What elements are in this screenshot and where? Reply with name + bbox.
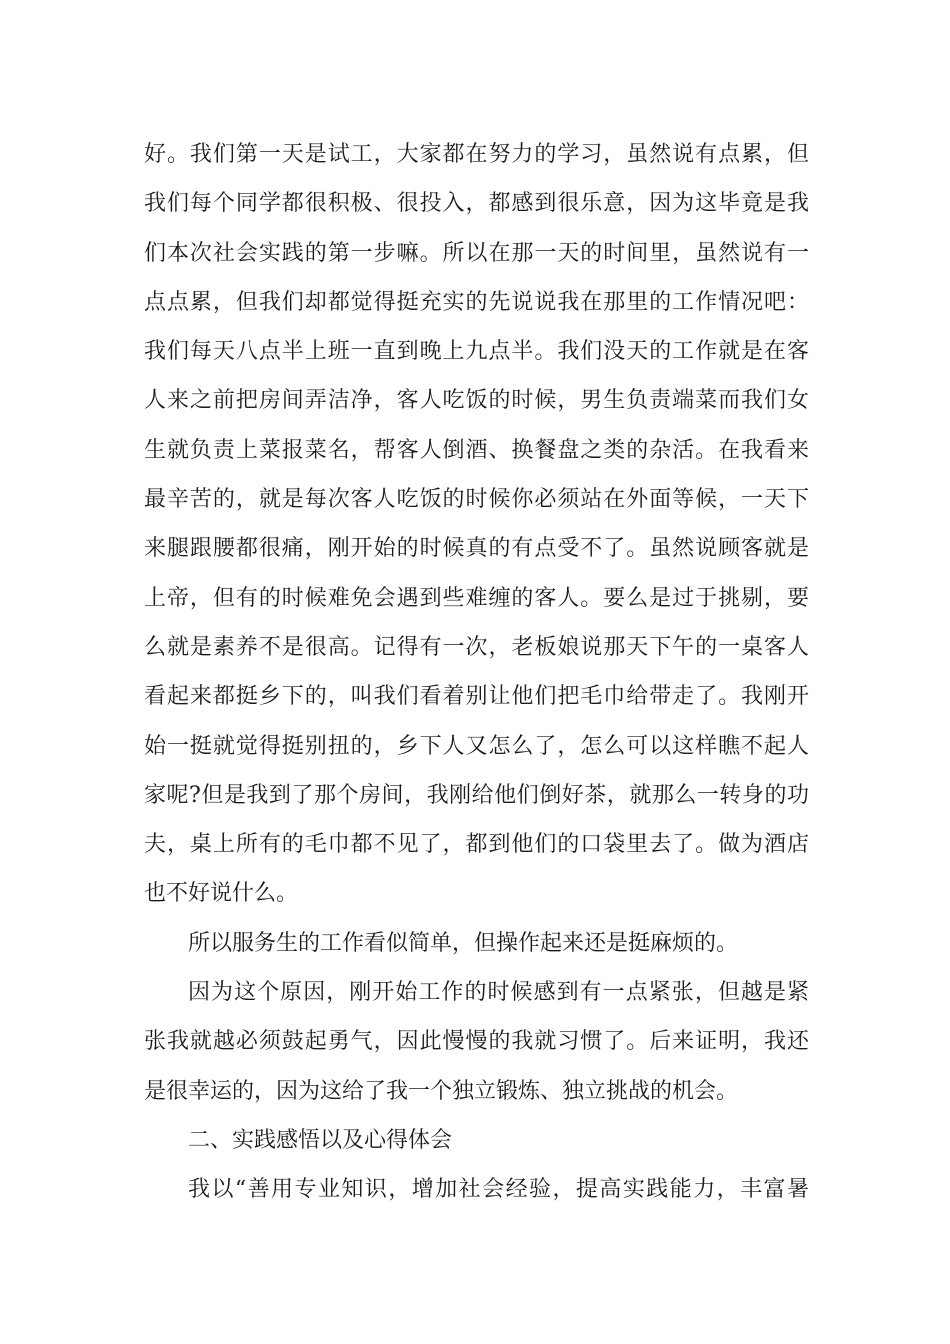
text-line: 我以“善用专业知识，增加社会经验，提高实践能力，丰富暑 (188, 1177, 809, 1203)
section-heading: 二、实践感悟以及心得体会 (188, 1127, 453, 1153)
text-line: 所以服务生的工作看似简单，但操作起来还是挺麻烦的。 (188, 930, 739, 956)
text-line: 最辛苦的，就是每次客人吃饭的时候你必须站在外面等候，一天下 (144, 487, 809, 513)
text-line: 点点累，但我们却都觉得挺充实的先说说我在那里的工作情况吧： (144, 289, 809, 315)
text-line: 因为这个原因，刚开始工作的时候感到有一点紧张，但越是紧 (188, 980, 809, 1006)
text-line: 好。我们第一天是试工，大家都在努力的学习，虽然说有点累，但 (144, 142, 809, 167)
text-line: 我们每天八点半上班一直到晚上九点半。我们没天的工作就是在客 (144, 339, 809, 365)
text-line: 也不好说什么。 (144, 881, 299, 907)
text-line: 我们每个同学都很积极、很投入，都感到很乐意，因为这毕竟是我 (144, 191, 809, 217)
text-line: 夫，桌上所有的毛巾都不见了，都到他们的口袋里去了。做为酒店 (144, 832, 809, 858)
text-line: 张我就越必须鼓起勇气，因此慢慢的我就习惯了。后来证明，我还 (144, 1029, 809, 1055)
text-line: 们本次社会实践的第一步嘛。所以在那一天的时间里，虽然说有一 (144, 240, 809, 266)
text-line: 是很幸运的，因为这给了我一个独立锻炼、独立挑战的机会。 (144, 1078, 739, 1104)
text-line: 家呢?但是我到了那个房间，我刚给他们倒好茶，就那么一转身的功 (144, 782, 809, 808)
text-line: 生就负责上菜报菜名，帮客人倒酒、换餐盘之类的杂活。在我看来 (144, 437, 809, 463)
text-line: 来腿跟腰都很痛，刚开始的时候真的有点受不了。虽然说顾客就是 (144, 536, 809, 562)
text-line: 么就是素养不是很高。记得有一次，老板娘说那天下午的一桌客人 (144, 634, 809, 660)
text-line: 始一挺就觉得挺别扭的，乡下人又怎么了，怎么可以这样瞧不起人 (144, 733, 809, 759)
text-line: 上帝，但有的时候难免会遇到些难缠的客人。要么是过于挑剔，要 (144, 585, 809, 611)
text-line: 看起来都挺乡下的，叫我们看着别让他们把毛巾给带走了。我刚开 (144, 684, 809, 710)
body-text (144, 130, 809, 1215)
text-line: 人来之前把房间弄洁净，客人吃饭的时候，男生负责端菜而我们女 (144, 388, 809, 414)
